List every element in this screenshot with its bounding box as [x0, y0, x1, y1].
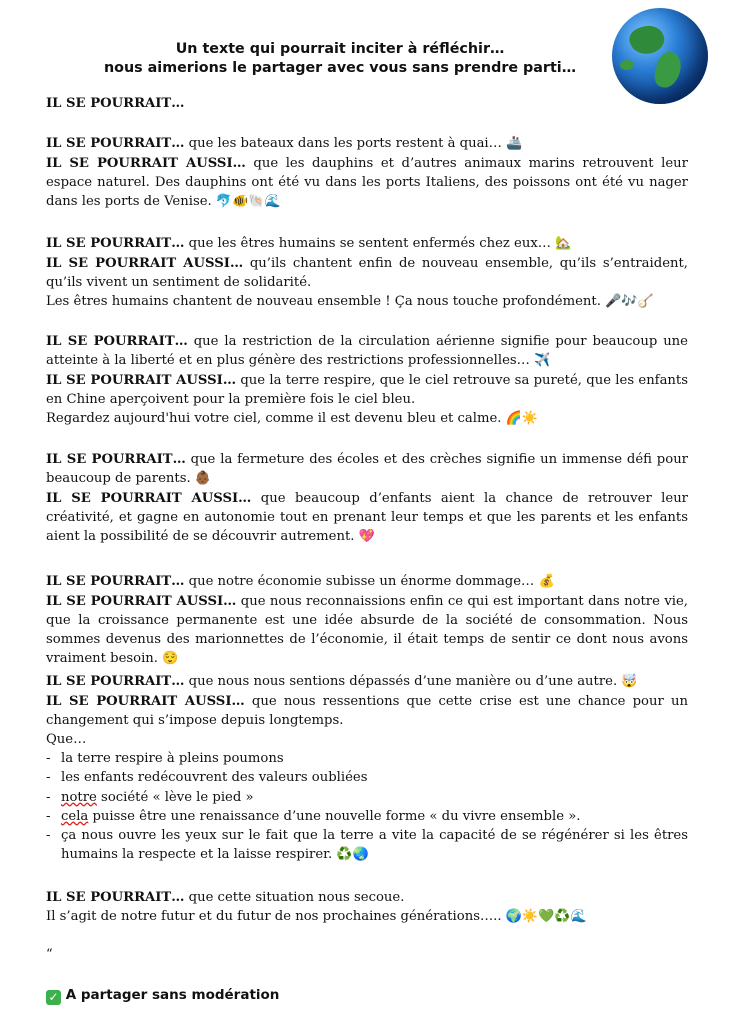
money-bag-emoji: 💰 — [538, 574, 555, 589]
list-item: - cela puisse être une renaissance d’une nouvelle forme « du vivre ensemble ». — [46, 808, 581, 824]
list-item: - ça nous ouvre les yeux sur le fait que la terre a vite la capacité de se régénérer si les êtres humains la respecte et la laisse respirer. ♻️🌏 — [46, 827, 688, 862]
quote-mark: “ — [46, 947, 53, 962]
section-2: IL SE POURRAIT… que les êtres humains se sentent enfermés chez eux… 🏡 IL SE POURRAIT AUSSI… qu’ils chantent enfin de nouveau ensemble, qu’ils s’entraident, qu’ils vivent un sentiment de solidarité. Les êtres humains chantent de nouveau ensemble ! Ça nous touche profondément. 🎤🎶🪕 — [46, 236, 688, 310]
section-5: IL SE POURRAIT… que notre économie subisse un énorme dommage… 💰 IL SE POURRAIT AUSSI… que nous reconnaissions enfin ce qui est important dans notre vie, que la croissance permanente est une idée absurde de la société de consommation. Nous sommes devenus des marionnettes de l’économie, il était temps de sentir ce dont nous avons vraiment besoin. 😌 — [46, 574, 688, 667]
section-4: IL SE POURRAIT… que la fermeture des écoles et des crèches signifie un immense défi pour beaucoup de parents. 👶🏾 IL SE POURRAIT AUSSI… que beaucoup d’enfants aient la chance de retrouver leur créativité, et gagne en autonomie tout en prenant leur temps et que les parents et les enfants aient la possibilité de se découvrir autrement. 💖 — [46, 452, 688, 545]
rainbow-sun-emoji: 🌈☀️ — [505, 411, 539, 427]
list-item: - notre société « lève le pied » — [46, 789, 254, 805]
ship-emoji: 🚢 — [506, 136, 523, 151]
change-list — [46, 749, 688, 865]
heart-emoji: 💖 — [358, 529, 375, 545]
music-emoji: 🎤🎶🪕 — [605, 294, 654, 310]
house-emoji: 🏡 — [555, 236, 572, 251]
baby-emoji: 👶🏾 — [194, 471, 212, 487]
section-1: IL SE POURRAIT… que les bateaux dans les ports restent à quai… 🚢 IL SE POURRAIT AUSSI… que les dauphins et d’autres animaux marins retrouvent leur espace naturel. Des dauphins ont été vu dans les ports Italiens, des poissons ont été vu nager dans les ports de Venise. 🐬🐠🐚🌊 — [46, 136, 688, 210]
check-mark-button-icon: ✓ — [46, 990, 61, 1005]
section-7: IL SE POURRAIT… que cette situation nous secoue. Il s’agit de notre futur et du futur de nos prochaines générations….. 🌍☀️💚♻️🌊 — [46, 890, 587, 925]
list-item: - la terre respire à pleins poumons — [46, 751, 284, 767]
section-6: IL SE POURRAIT… que nous nous sentions dépassés d’une manière ou d’une autre. 🤯 IL SE POURRAIT AUSSI… que nous ressentions que cette crise est une chance pour un changement qui s’impose depuis longtemps. Que… - la terre respire à pleins poumons - les enfants redécouvrent des valeurs oubliées - notre société « lève le pied » - cela puisse être une renaissance d’une nouvelle forme « du vivre ensemble ». - ça nous ouvre les yeux sur le fait que la terre a vite la capacité de se régénérer si les êtres humains la respecte et la laisse respirer. ♻️🌏 — [46, 672, 688, 865]
airplane-emoji: ✈️ — [534, 353, 551, 369]
title-line-1: Un texte qui pourrait inciter à réfléchir… — [175, 41, 505, 57]
footer-share — [46, 986, 279, 1006]
footer-text: A partager sans modération — [65, 987, 280, 1003]
exploding-head-emoji: 🤯 — [621, 674, 638, 689]
title-line-2: nous aimerions le partager avec vous sans prendre parti… — [103, 60, 577, 77]
sea-life-emoji: 🐬🐠🐚🌊 — [215, 194, 281, 210]
earth-sun-heart-emoji: 🌍☀️💚♻️🌊 — [505, 909, 587, 925]
page-title — [0, 40, 680, 79]
list-item: - les enfants redécouvrent des valeurs oubliées — [46, 770, 368, 786]
intro: IL SE POURRAIT… — [46, 96, 185, 111]
recycle-earth-emoji: ♻️🌏 — [336, 846, 369, 862]
relieved-face-emoji: 😌 — [162, 651, 179, 667]
section-3: IL SE POURRAIT… que la restriction de la circulation aérienne signifie pour beaucoup une atteinte à la liberté et en plus génère des restrictions professionnelles… ✈️ IL SE POURRAIT AUSSI… que la terre respire, que le ciel retrouve sa pureté, que les enfants en Chine aperçoivent pour la première fois le ciel bleu. Regardez aujourd'hui votre ciel, comme il est devenu bleu et calme. 🌈☀️ — [46, 334, 688, 427]
